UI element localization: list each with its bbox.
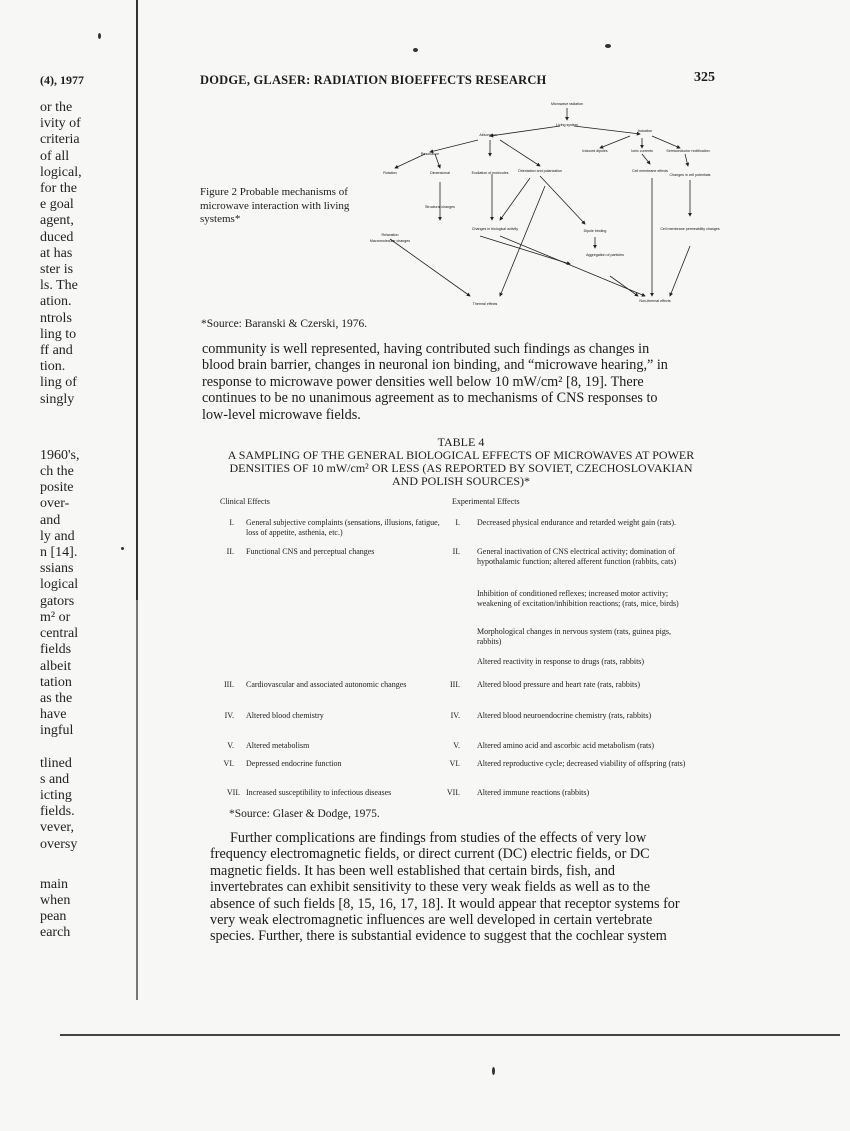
node-resonance: Resonance [420,152,440,156]
para2-line: magnetic fields. It has been well established that certain birds, fish, and [210,862,616,879]
clinical-num: I. [229,518,234,527]
left-column-line: e goal [40,197,74,213]
clinical-item: Altered metabolism [246,741,310,750]
left-column-line: logical, [40,164,82,180]
left-column-line: tation [40,674,72,690]
para2-line: absence of such fields [8, 15, 16, 17, 18]. It would appear that receptor systems for [210,895,680,912]
running-title: DODGE, GLASER: RADIATION BIOEFFECTS RESEARCH [200,73,547,87]
left-column-line: when [40,892,71,908]
table-title-line: DENSITIES OF 10 mW/cm² OR LESS (AS REPORTED BY SOVIET, CZECHOSLOVAKIAN [229,461,693,475]
table-title-line: A SAMPLING OF THE GENERAL BIOLOGICAL EFFECTS OF MICROWAVES AT POWER [227,448,695,462]
left-column-line: pean [40,909,67,925]
left-column-line: icting [40,787,72,803]
clinical-item: Increased susceptibility to infectious diseases [246,788,392,797]
node-aggregation: Aggregation of particles [586,253,624,257]
left-column-line: over- [40,496,70,512]
experimental-item: Altered reproductive cycle; decreased viability of offspring (rats) [477,759,686,768]
node-nonthermal-effects: Non-thermal effects [639,299,671,303]
node-living-system: Living system [556,123,578,127]
node-excitation: Excitation of molecules [471,171,509,175]
experimental-num: III. [450,680,460,689]
node-microwave-radiation: Microwave radiation [551,102,583,106]
clinical-item: Altered blood chemistry [246,711,324,720]
left-column-line: ingful [40,723,74,739]
left-column-line: earch [40,925,71,941]
experimental-item: Altered amino acid and ascorbic acid metabolism (rats) [477,741,655,750]
scan-speck [605,44,611,48]
para1-line: response to microwave power densities well below 10 mW/cm² [8, 19]. There [202,373,644,390]
experimental-item: Decreased physical endurance and retarded weight gain (rats). [477,518,677,527]
left-column-line: main [40,876,68,892]
clinical-num: VII. [226,788,240,797]
left-column-line: and [40,512,61,528]
node-biological-activity: Changes in biological activity [471,227,519,231]
node-permeability: Cell membrane permeability changes [660,227,720,231]
left-column-line: posite [40,480,74,496]
node-relaxation: Relaxation [381,233,399,237]
left-column-line: agent, [40,213,74,229]
left-column-line: albeit [40,658,72,674]
node-induction: Induction [637,129,653,133]
paragraph-cns [202,341,724,423]
left-column-gap [40,408,132,448]
left-column-line: gators [40,593,75,609]
left-column-line: m² or [40,609,71,625]
para2-line: invertebrates can exhibit sensitivity to these very weak fields as well as to the [210,879,651,896]
bottom-scan-rule [60,1034,840,1036]
left-column-line: duced [40,229,74,245]
left-column-line: n [14]. [40,545,78,561]
left-column-line: s and [40,771,70,787]
node-orientation: Orientation and polarization [518,169,562,173]
left-column-line: fields [40,642,72,658]
experimental-item: Altered immune reactions (rabbits) [477,788,590,797]
scan-speck [98,33,101,39]
para2-line: species. Further, there is substantial evidence to suggest that the cochlear system [210,928,667,945]
left-column-line: ster is [40,262,74,278]
experimental-item: Altered blood neuroendocrine chemistry (rats, rabbits) [477,711,652,720]
node-semiconductor: Semiconductor rectification [666,149,710,153]
experimental-item: Inhibition of conditioned reflexes; increased motor activity; weakening of excitation/inhibition reactions; (rats, mice, birds) [477,589,679,608]
node-absorption: Absorption [479,133,497,137]
para1-line: continues to be no unanimous agreement as to mechanisms of CNS responses to [202,390,658,407]
left-column-line: fields. [40,804,75,820]
experimental-num: IV. [450,711,460,720]
experimental-item: Altered reactivity in response to drugs (rats, rabbits) [477,657,645,666]
issue-label: (4), 1977 [40,73,84,87]
node-dimensional: Dimensional [430,171,450,175]
left-column-gap [40,740,132,756]
page-number: 325 [694,70,715,85]
para1-line: community is well represented, having contributed such findings as changes in [202,341,650,357]
clinical-num: III. [224,680,234,689]
left-column-line: ling to [40,326,77,342]
figure-caption: Figure 2 Probable mechanisms of microwave interaction with living systems* [200,186,350,225]
left-column-line: at has [40,245,73,261]
mechanism-diagram [369,96,720,311]
node-rotation: Rotation [383,171,397,175]
paragraph-elf-fields [210,830,732,945]
left-column-line: tion. [40,359,66,375]
node-structural: Structural changes [425,205,455,209]
table-source: *Source: Glaser & Dodge, 1975. [229,808,380,820]
left-column-line: logical [40,577,79,593]
left-column-line: for the [40,181,77,197]
left-column-line: ivity of [40,116,81,132]
left-column-line: ation. [40,294,72,310]
left-column-line: central [40,626,79,642]
experimental-num: I. [455,518,460,527]
col-header-clinical: Clinical Effects [220,497,270,506]
para2-line: very weak electromagnetic influences are well developed in certain vertebrate [210,912,653,929]
experimental-num: VII. [446,788,460,797]
left-column-line: have [40,707,67,723]
experimental-num: VI. [449,759,460,768]
left-column-fragments [40,100,132,942]
left-column-line: ntrols [40,310,72,326]
left-column-line: 1960's, [40,447,80,463]
clinical-item: General subjective complaints (sensations, illusions, fatigue, loss of appetite, asthenia, etc.) [246,518,440,537]
left-column-line: criteria [40,132,80,148]
figure-source: *Source: Baranski & Czerski, 1976. [201,318,368,330]
node-cell-membrane-effects: Cell membrane effects [632,169,668,173]
left-column-line: ch the [40,464,74,480]
node-ionic-currents: Ionic currents [631,149,653,153]
node-cell-potentials: Changes in cell potentials [669,173,711,177]
scan-speck [121,547,124,550]
left-column-line: singly [40,391,75,407]
table-heading [200,436,722,488]
clinical-item: Cardiovascular and associated autonomic changes [246,680,407,689]
left-column-line: vever, [40,820,75,836]
clinical-num: IV. [224,711,234,720]
left-column-line: ling of [40,375,77,391]
left-column-line: tlined [40,755,72,771]
clinical-num: V. [227,741,234,750]
scan-speck [413,48,418,52]
clinical-num: VI. [223,759,234,768]
left-column-line: of all [40,148,70,164]
experimental-num: V. [453,741,460,750]
table-title-line: AND POLISH SOURCES)* [391,474,531,488]
node-induced-dipoles: Induced dipoles [582,149,608,153]
clinical-item: Functional CNS and perceptual changes [246,547,375,556]
table-label: TABLE 4 [437,435,485,449]
left-column-line: ly and [40,528,75,544]
scan-speck [492,1067,495,1075]
left-column-line: ls. The [40,278,78,294]
node-dipole-binding: Dipole binding [583,229,607,233]
left-column-line: oversy [40,836,78,852]
left-column-gap [40,853,132,877]
para1-line: low-level microwave fields. [202,406,361,423]
experimental-item: Morphological changes in nervous system (rats, guinea pigs, rabbits) [477,627,671,646]
experimental-item: General inactivation of CNS electrical activity; domination of hypothalamic function; altered afferent function (rabbits, cats) [477,547,677,566]
left-column-line: as the [40,690,73,706]
experimental-item: Altered blood pressure and heart rate (rats, rabbits) [477,680,641,689]
experimental-num: II. [452,547,460,556]
left-column-line: ssians [40,561,74,577]
para2-line: frequency electromagnetic fields, or direct current (DC) electric fields, or DC [210,846,650,863]
clinical-item: Depressed endocrine function [246,759,342,768]
left-column-line: or the [40,100,73,115]
node-thermal-effects: Thermal effects [472,302,498,306]
clinical-num: II. [226,547,234,556]
col-header-experimental: Experimental Effects [452,497,520,506]
page-gutter-line [136,0,138,1000]
node-macromolecular: Macromolecular changes [369,239,411,243]
left-column-line: ff and [40,343,73,359]
para1-line: blood brain barrier, changes in neuronal ion binding, and “microwave hearing,” in [202,357,668,374]
para2-line: Further complications are findings from studies of the effects of very low [230,830,647,846]
